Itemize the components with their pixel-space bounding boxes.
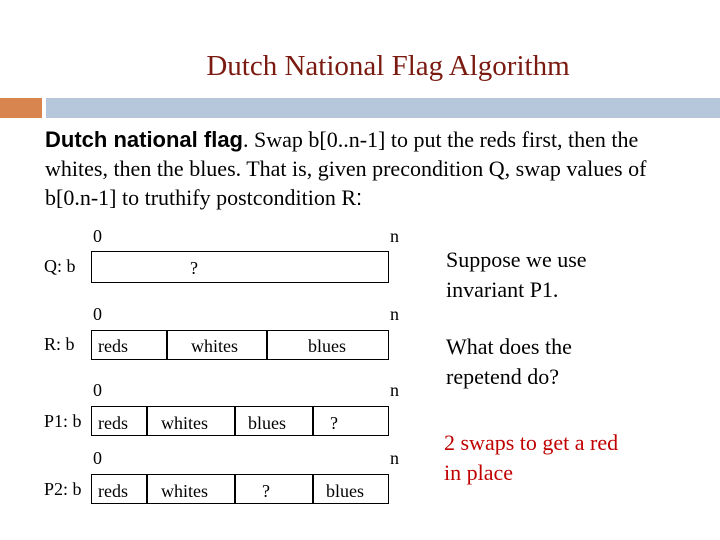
q-array-box (91, 251, 389, 283)
p1-divider (146, 406, 148, 436)
p2-cell-reds: reds (98, 481, 128, 501)
note-suppose: Suppose we use invariant P1. (446, 247, 587, 302)
header-bar (46, 98, 720, 118)
r-cell-whites: whites (191, 336, 238, 356)
note-swaps: 2 swaps to get a red in place (444, 430, 619, 485)
r-divider (266, 330, 268, 360)
intro-colon: : (356, 185, 363, 210)
p2-label: P2: b (44, 479, 82, 499)
intro-text: . Swap b[0..n-1] to put the reds first, then the whites, then the blues. That is, given precondition Q, swap values of b[0.n-1] to truthify postcondition R (45, 127, 647, 210)
q-cell-unknown: ? (190, 258, 198, 278)
p2-start-index: 0 (93, 448, 102, 468)
p2-divider (234, 474, 236, 504)
q-end-index: n (390, 226, 399, 246)
q-label: Q: b (44, 256, 76, 276)
r-label: R: b (44, 334, 75, 354)
p2-divider (146, 474, 148, 504)
p2-cell-unknown: ? (262, 481, 270, 501)
p2-cell-whites: whites (161, 481, 208, 501)
r-cell-reds: reds (98, 336, 128, 356)
intro-paragraph (45, 125, 685, 212)
p2-divider (312, 474, 314, 504)
p1-cell-blues: blues (248, 413, 286, 433)
p1-divider (234, 406, 236, 436)
q-start-index: 0 (93, 226, 102, 246)
p1-end-index: n (390, 380, 399, 400)
p1-label: P1: b (44, 411, 82, 431)
p1-array-box (91, 406, 389, 436)
r-end-index: n (390, 304, 399, 324)
intro-term: Dutch national flag (45, 127, 243, 152)
accent-bar (0, 98, 42, 118)
p1-cell-whites: whites (161, 413, 208, 433)
p2-cell-blues: blues (326, 481, 364, 501)
p2-end-index: n (390, 448, 399, 468)
slide-title: Dutch National Flag Algorithm (206, 50, 570, 82)
p1-cell-unknown: ? (330, 413, 338, 433)
p1-divider (312, 406, 314, 436)
note-repetend: What does the repetend do? (446, 334, 572, 389)
p1-cell-reds: reds (98, 413, 128, 433)
p1-start-index: 0 (93, 380, 102, 400)
r-start-index: 0 (93, 304, 102, 324)
r-divider (166, 330, 168, 360)
r-cell-blues: blues (308, 336, 346, 356)
